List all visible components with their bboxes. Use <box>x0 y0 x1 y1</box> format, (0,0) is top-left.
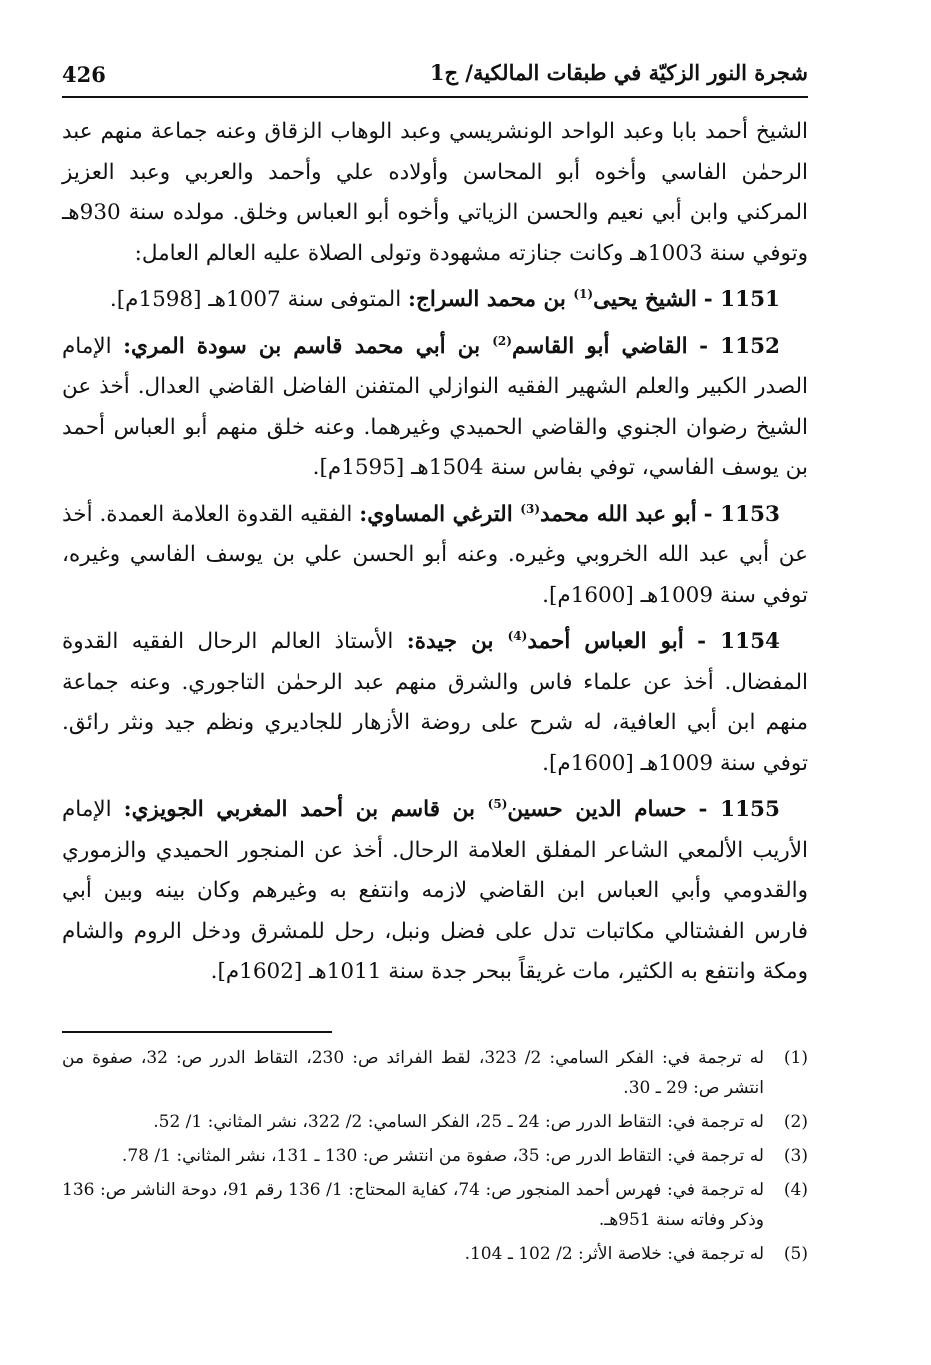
footnote-1 <box>62 1043 808 1103</box>
entry-1153 <box>62 495 808 617</box>
footnote-number: (2) <box>783 1112 808 1132</box>
footnote-divider <box>62 1031 332 1033</box>
entry-text: الأستاذ العالم الرحال الفقيه القدوة المفضال. أخذ عن علماء فاس والشرق منهم عبد الرحمٰن التاجوري. وعنه جماعة منهم ابن أبي العافية، له شرح على روضة الأزهار للجاديري ونظم جيد ونثر رائق. توفي سنة 1009هـ [1600م]. <box>62 629 808 776</box>
page-number: 426 <box>62 62 106 87</box>
entry-1151 <box>62 280 808 321</box>
entry-name-part: الشيخ يحيى <box>593 287 697 312</box>
footnote-number: (5) <box>783 1244 808 1264</box>
entry-name <box>124 797 687 822</box>
running-title: شجرة النور الزكيّة في طبقات المالكية/ ج1 <box>429 60 808 85</box>
entry-number: 1155 - <box>698 797 780 822</box>
entry-text: المتوفى سنة 1007هـ [1598م]. <box>109 287 402 312</box>
entry-1152 <box>62 327 808 489</box>
footnote-number: (3) <box>783 1146 808 1166</box>
footnote-text: له ترجمة في: فهرس أحمد المنجور ص: 74، كفاية المحتاج: 1/ 136 رقم 91، دوحة الناشر ص: 136 وذكر وفاته سنة 951هـ. <box>62 1180 764 1230</box>
footnote-ref[interactable]: (4) <box>507 628 528 643</box>
intro-paragraph: الشيخ أحمد بابا وعبد الواحد الونشريسي وعبد الوهاب الزقاق وعنه جماعة منهم عبد الرحمٰن الفاسي وأخوه أبو المحاسن وأولاده علي وأحمد والعربي وعبد العزيز المركني وابن أبي نعيم والحسن الزياتي وأخوه أبو العباس وخلق. مولده سنة 930هـ وتوفي سنة 1003هـ وكانت جنازته مشهودة وتولى الصلاة عليه العالم العامل: <box>62 119 808 266</box>
entry-name-part: بن قاسم بن أحمد المغربي الجويزي: <box>123 797 475 822</box>
entry-1154 <box>62 622 808 784</box>
entry-number: 1153 - <box>703 501 780 527</box>
footnote-3 <box>62 1141 808 1171</box>
footnote-text: له ترجمة في: التقاط الدرر ص: 35، صفوة من انتشر ص: 130 ـ 131، نشر المثاني: 1/ 78. <box>121 1146 764 1166</box>
entry-name-part: أبو عبد الله محمد <box>540 501 697 527</box>
footnote-text: له ترجمة في: التقاط الدرر ص: 24 ـ 25، الفكر السامي: 2/ 322، نشر المثاني: 1/ 52. <box>153 1112 764 1132</box>
entry-number: 1152 - <box>699 333 780 359</box>
entry-text: الإمام الصدر الكبير والعلم الشهير الفقيه النوازلي المتفنن الفاضل القاضي العدال. أخذ عن الشيخ رضوان الجنوي والقاضي الحميدي وغيرهما. وعنه خلق منهم أبو العباس أحمد بن يوسف الفاسي، توفي بفاس سنة 1504هـ [1595م]. <box>62 333 808 480</box>
entry-name-part: بن محمد السراج: <box>408 287 566 312</box>
entry-name <box>123 334 688 359</box>
page-header <box>62 58 808 98</box>
entry-name <box>408 287 697 312</box>
footnote-text: له ترجمة في: خلاصة الأثر: 2/ 102 ـ 104. <box>464 1244 764 1264</box>
footnote-text: له ترجمة في: الفكر السامي: 2/ 323، لقط الفرائد ص: 230، التقاط الدرر ص: 32، صفوة من انتشر ص: 29 ـ 30. <box>62 1048 764 1098</box>
footnote-2 <box>62 1107 808 1137</box>
footnote-ref[interactable]: (1) <box>573 286 594 301</box>
entry-text: الإمام الأريب الألمعي الشاعر المفلق العلامة الرحال. أخذ عن المنجور الحميدي والزموري والقدومي وأبي العباس ابن القاضي لازمه وانتفع به وغيرهم وكان بينه وبين أبي فارس الفشتالي مكاتبات تدل على فضل ونبل، رحل للمشرق ودخل الروم والشام ومكة وانتفع به الكثير، مات غريقاً ببحر جدة سنة 1011هـ [1602م]. <box>62 797 808 984</box>
footnote-5 <box>62 1239 808 1269</box>
book-page <box>62 58 808 1318</box>
footnote-number: (4) <box>783 1180 808 1200</box>
entry-name-part: الترغي المساوي: <box>359 501 513 527</box>
entry-name <box>407 629 684 654</box>
footnote-ref[interactable]: (5) <box>487 796 508 811</box>
footnote-ref[interactable]: (2) <box>492 333 512 348</box>
entry-name-part: بن جيدة: <box>406 629 494 654</box>
entry-name-part: أبو العباس أحمد <box>527 629 684 654</box>
footnote-number: (1) <box>783 1048 808 1068</box>
entry-text: الفقيه القدوة العلامة العمدة. أخذ عن أبي عبد الله الخروبي وغيره. وعنه أبو الحسن علي بن يوسف الفاسي وغيره، توفي سنة 1009هـ [1600م]. <box>62 501 808 608</box>
entry-name <box>359 502 696 527</box>
footnote-ref[interactable]: (3) <box>520 501 541 516</box>
entry-number: 1154 - <box>697 629 780 654</box>
entry-name-part: بن أبي محمد قاسم بن سودة المري: <box>123 333 481 359</box>
entry-number: 1151 - <box>703 287 780 312</box>
body-text <box>62 112 808 993</box>
footnotes <box>62 1043 808 1273</box>
entry-1155 <box>62 790 808 993</box>
entry-name-part: القاضي أبو القاسم <box>511 333 688 359</box>
entry-name-part: حسام الدين حسين <box>507 797 687 822</box>
footnote-4 <box>62 1175 808 1235</box>
